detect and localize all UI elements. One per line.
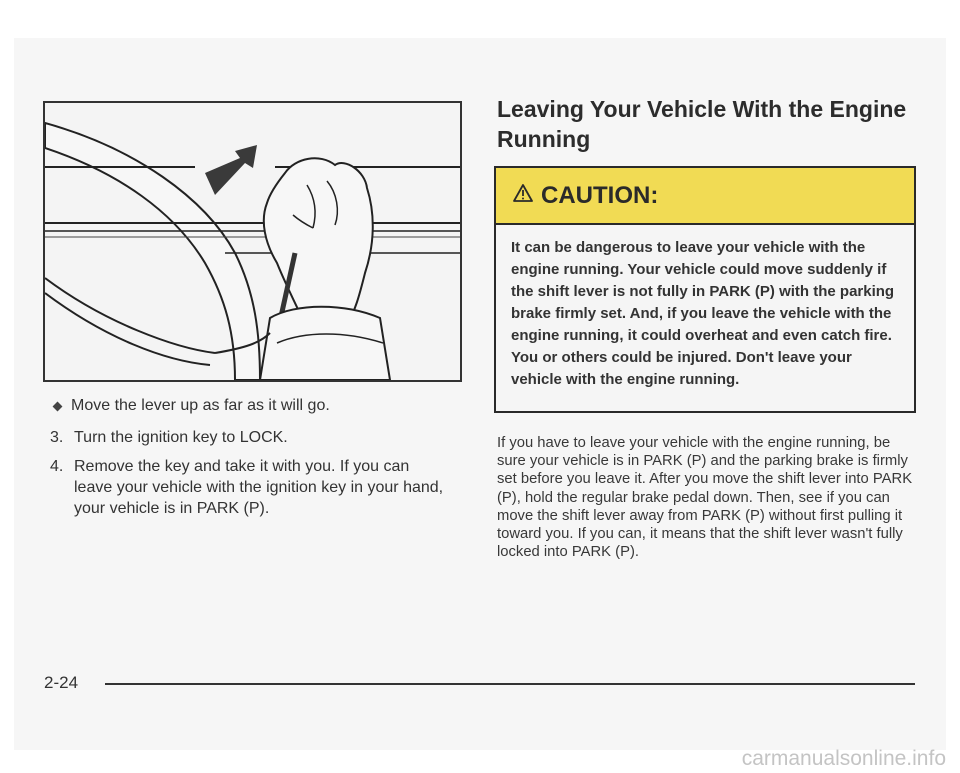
sleeve [260, 307, 390, 380]
list-item [50, 456, 450, 519]
step-text: Remove the key and take it with you. If you can leave your vehicle with the ignition key in your hand, your vehicle is in PARK (P). [74, 458, 444, 517]
section-heading: Leaving Your Vehicle With the Engine Running [497, 96, 907, 152]
figure-caption-text: Move the lever up as far as it will go. [71, 397, 330, 414]
warning-triangle-icon [513, 184, 533, 207]
steps-list [50, 427, 450, 527]
body-paragraph: If you have to leave your vehicle with the engine running, be sure your vehicle is in PARK (P) and the parking brake is firmly set before you leave it. After you move the shift lever into PARK (P), hold the regular brake pedal down. Then, see if you can move the shift lever away from PARK (P) without first pulling it toward you. If you can, it means that the shift lever wasn't fully locked into PARK (P). [497, 435, 913, 561]
caution-title: CAUTION: [541, 181, 659, 209]
list-item [50, 427, 450, 448]
page-number: 2-24 [44, 673, 79, 692]
step-number: 4. [50, 458, 64, 475]
step-text: Turn the ignition key to LOCK. [74, 429, 288, 446]
hand [264, 158, 373, 328]
watermark: carmanualsonline.info [741, 747, 946, 770]
direction-arrow [205, 145, 257, 195]
step-number: 3. [50, 429, 64, 446]
steering-wheel [45, 123, 260, 380]
shift-lever-illustration [43, 101, 462, 382]
footer-rule [105, 683, 915, 685]
caution-header [496, 168, 914, 225]
caution-box [494, 166, 916, 413]
caution-body: It can be dangerous to leave your vehicle with the engine running. Your vehicle could move suddenly if the shift lever is not fully in PARK (P) with the parking brake firmly set. And, if you leave the vehicle with the engine running, it could overheat and even catch fire. You or others could be injured. Don't leave your vehicle with the engine running. [511, 239, 895, 388]
figure-caption [50, 397, 330, 415]
bullet-diamond-icon [53, 401, 63, 411]
